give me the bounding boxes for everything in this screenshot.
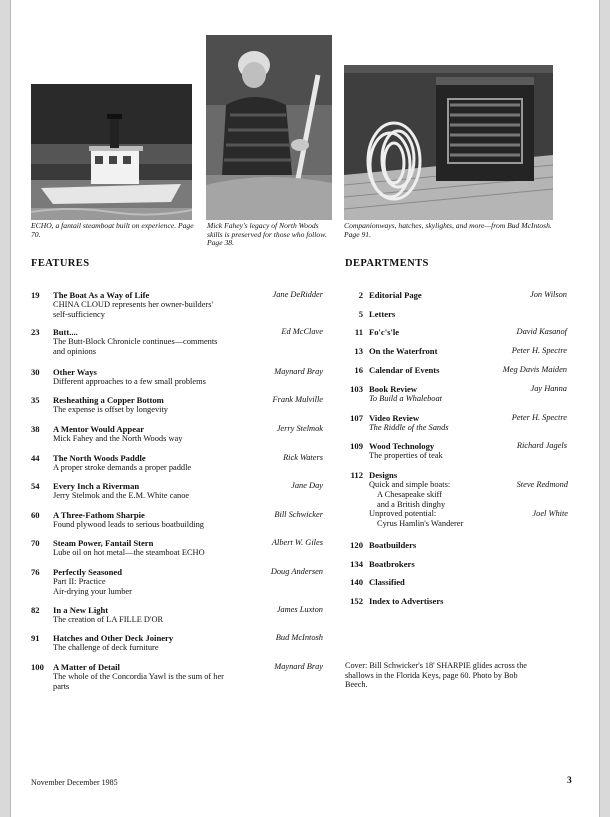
feature-title: Steam Power, Fantail Stern (53, 538, 154, 548)
feature-page: 70 (31, 538, 40, 548)
designs-line: Unproved potential: (369, 509, 437, 518)
department-title: Boatbuilders (369, 540, 417, 550)
department-title: Video Review (369, 413, 420, 423)
feature-title: A Mentor Would Appear (53, 424, 145, 434)
feature-page: 76 (31, 567, 40, 577)
feature-description: Lube oil on hot metal—the steamboat ECHO (53, 548, 205, 557)
feature-title: The Boat As a Way of Life (53, 290, 150, 300)
feature-author: Ed McClave (281, 327, 323, 336)
department-page: 13 (354, 346, 363, 356)
feature-title: In a New Light (53, 605, 109, 615)
paddler-photo (206, 35, 332, 220)
features-heading: FEATURES (31, 258, 90, 269)
feature-description: The expense is offset by longevity (53, 405, 168, 414)
department-page: 140 (350, 577, 363, 587)
department-title: Letters (369, 309, 396, 319)
feature-page: 91 (31, 633, 40, 643)
magazine-page (10, 0, 600, 817)
department-page: 103 (350, 384, 363, 394)
designs-author: Joel White (532, 509, 568, 518)
department-page: 5 (358, 309, 363, 319)
feature-title: Other Ways (53, 367, 97, 377)
paddler-caption: Mick Fahey's legacy of North Woods skills is preserved for those who follow. Page 38. (207, 221, 327, 248)
department-title: Boatbrokers (369, 559, 415, 569)
feature-page: 30 (31, 367, 40, 377)
feature-author: Frank Mulville (272, 395, 323, 404)
feature-description: Mick Fahey and the North Woods way (53, 434, 183, 443)
companionway-photo (344, 65, 553, 220)
department-title: On the Waterfront (369, 346, 438, 356)
feature-title: Resheathing a Copper Bottom (53, 395, 164, 405)
feature-description: Found plywood leads to serious boatbuilding (53, 520, 204, 529)
department-page: 112 (350, 470, 363, 480)
feature-author: Bill Schwicker (274, 510, 323, 519)
steamboat-caption: ECHO, a fantail steamboat built on experience. Page 70. (31, 221, 194, 239)
feature-title: The North Woods Paddle (53, 453, 146, 463)
department-author: Jon Wilson (530, 290, 567, 299)
department-author: Jay Hanna (530, 384, 567, 393)
department-author: Meg Davis Maiden (502, 365, 567, 374)
feature-author: Jane DeRidder (272, 290, 323, 299)
feature-page: 54 (31, 481, 40, 491)
feature-description: The whole of the Concordia Yawl is the sum of her parts (53, 672, 224, 691)
designs-line: and a British dinghy (377, 500, 446, 509)
department-author: Peter H. Spectre (511, 346, 567, 355)
feature-author: Maynard Bray (274, 367, 323, 376)
feature-page: 82 (31, 605, 40, 615)
department-author: David Kasanof (516, 327, 567, 336)
feature-title: Every Inch a Riverman (53, 481, 140, 491)
feature-title: Perfectly Seasoned (53, 567, 122, 577)
departments-heading: DEPARTMENTS (345, 258, 429, 269)
department-title: Calendar of Events (369, 365, 440, 375)
feature-description: A proper stroke demands a proper paddle (53, 463, 192, 472)
feature-title: A Three-Fathom Sharpie (53, 510, 145, 520)
designs-author: Steve Redmond (516, 480, 568, 489)
steamboat-photo (31, 84, 192, 220)
feature-author: Albert W. Giles (271, 538, 323, 547)
feature-title: A Matter of Detail (53, 662, 120, 672)
feature-description: Different approaches to a few small problems (53, 377, 206, 386)
feature-page: 35 (31, 395, 40, 405)
department-page: 107 (350, 413, 363, 423)
department-page: 11 (354, 327, 363, 337)
department-subtitle: The properties of teak (369, 451, 443, 460)
cover-note: Cover: Bill Schwicker's 18' SHARPIE glides across the shallows in the Florida Keys, page 60. Photo by Bob Beech. (345, 661, 527, 690)
feature-description: The Butt-Block Chronicle continues—comments and opinions (53, 337, 218, 356)
department-title: Designs (369, 470, 398, 480)
department-title: Index to Advertisers (369, 596, 444, 606)
department-page: 134 (350, 559, 363, 569)
footer-date: November December 1985 (31, 778, 118, 787)
department-title: Classified (369, 577, 405, 587)
feature-description: Jerry Stelmok and the E.M. White canoe (53, 491, 190, 500)
feature-author: James Luxton (276, 605, 323, 614)
feature-page: 100 (31, 662, 44, 672)
feature-page: 19 (31, 290, 40, 300)
department-title: Wood Technology (369, 441, 435, 451)
department-subtitle: To Build a Whaleboat (369, 394, 442, 403)
feature-description: CHINA CLOUD represents her owner-builders' self-sufficiency (53, 300, 213, 319)
feature-description: The challenge of deck furniture (53, 643, 159, 652)
companionway-caption: Companionways, hatches, skylights, and more—from Bud McIntosh. Page 91. (344, 221, 552, 239)
feature-author: Doug Andersen (270, 567, 323, 576)
feature-author: Jerry Stelmok (276, 424, 323, 433)
feature-author: Bud McIntosh (275, 633, 323, 642)
feature-description: The creation of LA FILLE D'OR (53, 615, 164, 624)
feature-page: 60 (31, 510, 40, 520)
designs-line: Quick and simple boats: (369, 480, 451, 489)
department-page: 109 (350, 441, 363, 451)
department-page: 152 (350, 596, 363, 606)
designs-line: Cyrus Hamlin's Wanderer (377, 519, 464, 528)
page-number: 3 (567, 776, 572, 786)
department-author: Peter H. Spectre (511, 413, 567, 422)
feature-title: Butt.... (53, 327, 78, 337)
designs-line: A Chesapeake skiff (377, 490, 442, 499)
department-title: Fo'c's'le (369, 327, 400, 337)
feature-page: 23 (31, 327, 40, 337)
department-page: 16 (354, 365, 363, 375)
department-page: 2 (358, 290, 363, 300)
feature-author: Rick Waters (283, 453, 323, 462)
department-title: Book Review (369, 384, 417, 394)
feature-title: Hatches and Other Deck Joinery (53, 633, 174, 643)
department-subtitle: The Riddle of the Sands (369, 423, 449, 432)
department-author: Richard Jagels (516, 441, 567, 450)
feature-author: Jane Day (291, 481, 323, 490)
feature-author: Maynard Bray (274, 662, 323, 671)
department-title: Editorial Page (369, 290, 422, 300)
feature-page: 44 (31, 453, 40, 463)
feature-description: Part II: Practice Air-drying your lumber (53, 577, 132, 596)
feature-page: 38 (31, 424, 40, 434)
department-page: 120 (350, 540, 363, 550)
